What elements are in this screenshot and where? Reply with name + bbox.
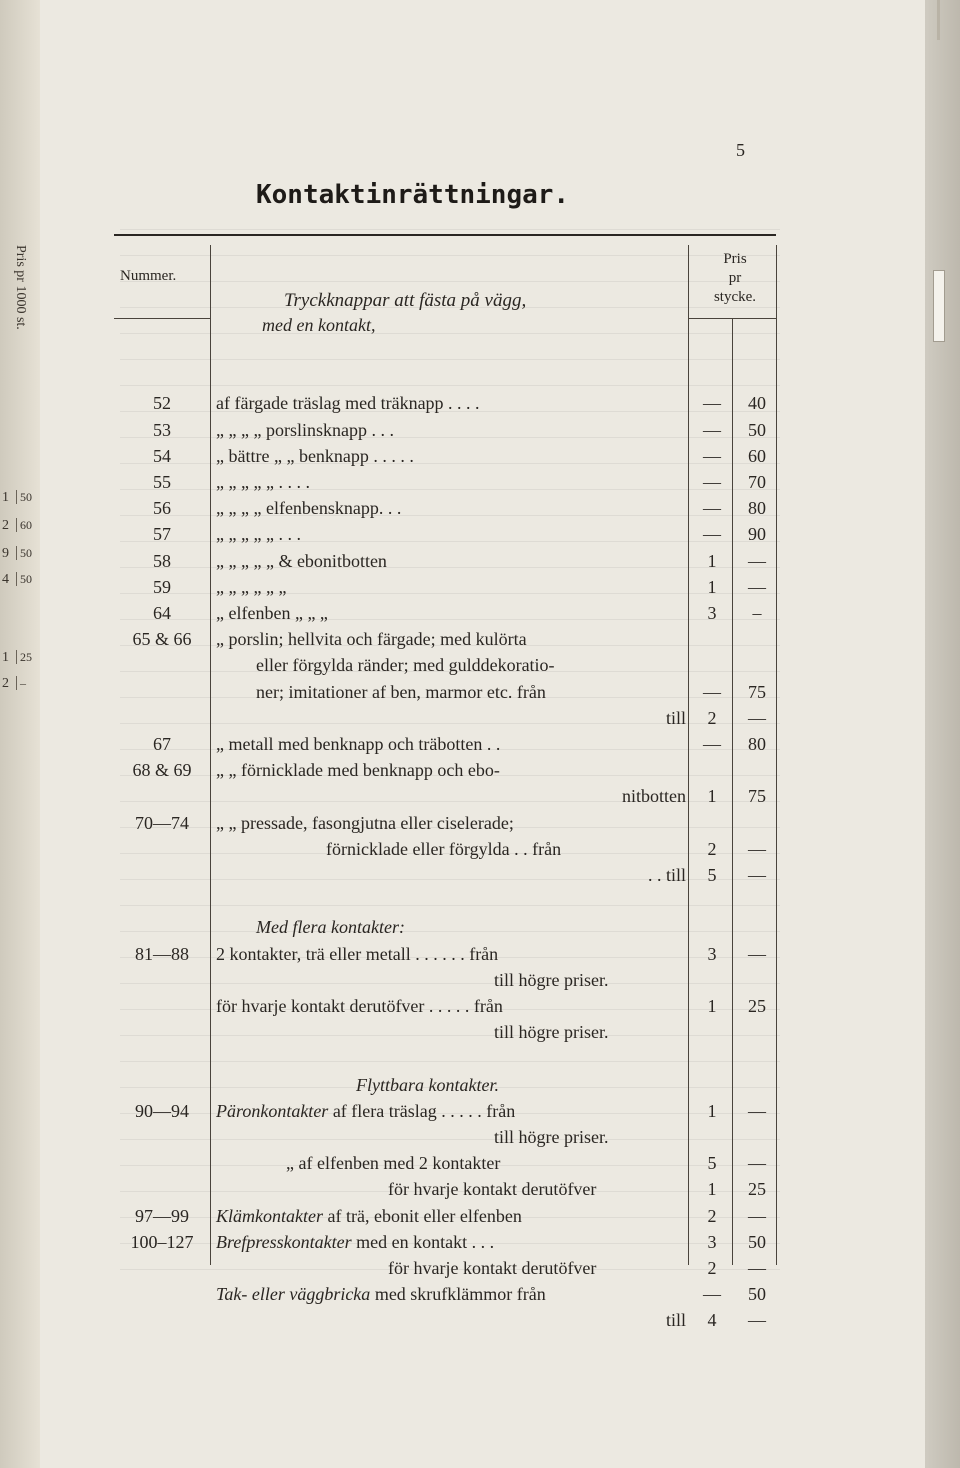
header-nummer: Nummer. bbox=[120, 268, 177, 284]
edge-cell-b: 50 bbox=[16, 572, 32, 586]
price-kronor: 2 bbox=[707, 838, 717, 859]
item-number bbox=[114, 993, 210, 1019]
item-description bbox=[216, 469, 686, 495]
edge-cell-a: 2 bbox=[2, 676, 9, 691]
col-divider-desc bbox=[688, 245, 689, 1265]
item-description bbox=[216, 1124, 960, 1150]
edge-price-cell bbox=[2, 650, 38, 666]
price-kronor bbox=[693, 626, 731, 652]
item-description bbox=[216, 757, 686, 783]
price-kronor: 5 bbox=[707, 1153, 717, 1174]
item-number bbox=[114, 1307, 210, 1333]
price-ore: — bbox=[748, 1205, 766, 1226]
price-ore: — bbox=[748, 1258, 766, 1278]
price-kronor: 1 bbox=[707, 996, 717, 1016]
item-number: 70—74 bbox=[135, 812, 189, 833]
price-ore: 75 bbox=[748, 786, 766, 807]
item-number: 57 bbox=[153, 524, 171, 545]
edge-cell-a: 4 bbox=[2, 572, 9, 587]
edge-price-cell bbox=[2, 518, 38, 534]
item-number: 53 bbox=[153, 419, 171, 440]
item-description bbox=[262, 312, 732, 338]
item-text: eller förgylda ränder; med gulddekoratio- bbox=[256, 655, 555, 676]
item-text: „ porslin; hellvita och färgade; med kulörta bbox=[216, 629, 527, 650]
title-rule bbox=[114, 234, 776, 236]
item-text: med en kontakt . . . bbox=[351, 1231, 495, 1252]
edge-cell-b: 25 bbox=[16, 650, 32, 664]
price-ore: 25 bbox=[748, 996, 766, 1016]
price-kronor: — bbox=[703, 445, 721, 466]
item-number: 68 & 69 bbox=[132, 760, 192, 781]
item-text: „ „ „ „ „ . . . . bbox=[216, 472, 310, 492]
price-ore bbox=[738, 967, 776, 993]
price-kronor bbox=[693, 967, 731, 993]
price-kronor: 2 bbox=[707, 1205, 717, 1226]
item-description bbox=[216, 1229, 686, 1255]
price-ore: 70 bbox=[748, 472, 766, 492]
price-kronor: — bbox=[703, 419, 721, 440]
price-ore bbox=[738, 626, 776, 652]
item-text: till bbox=[665, 707, 686, 728]
item-text: „ „ „ „ „ & ebonitbotten bbox=[216, 550, 387, 571]
price-kronor: — bbox=[703, 498, 721, 519]
item-text: „ „ „ „ „ „ bbox=[216, 576, 287, 597]
price-ore: 80 bbox=[748, 498, 766, 519]
price-ore bbox=[738, 810, 776, 836]
item-text: „ af elfenben med 2 kontakter bbox=[286, 1153, 501, 1174]
price-ore: – bbox=[752, 603, 762, 623]
price-kronor bbox=[693, 810, 731, 836]
item-text: till högre priser. bbox=[494, 1127, 609, 1147]
item-number: 55 bbox=[153, 472, 171, 492]
item-number bbox=[114, 1072, 210, 1098]
item-number bbox=[114, 679, 210, 705]
page-number: 5 bbox=[736, 140, 745, 160]
price-ore: — bbox=[748, 1100, 766, 1121]
item-description bbox=[216, 810, 686, 836]
price-kronor bbox=[693, 914, 731, 940]
edge-cell-b: 50 bbox=[16, 490, 32, 504]
item-number: 100–127 bbox=[130, 1231, 194, 1252]
item-description bbox=[216, 731, 686, 757]
item-number bbox=[114, 1176, 210, 1202]
item-text: Flyttbara kontakter. bbox=[356, 1074, 499, 1095]
price-ore: — bbox=[748, 707, 766, 728]
right-page-edge bbox=[925, 0, 960, 1468]
item-text: till bbox=[665, 1310, 686, 1331]
item-title: Brefpresskontakter bbox=[216, 1231, 352, 1252]
price-kronor: 3 bbox=[707, 943, 717, 964]
item-number: 59 bbox=[153, 576, 171, 597]
item-number bbox=[114, 1255, 210, 1281]
price-ore: 50 bbox=[748, 419, 766, 440]
price-kronor: — bbox=[703, 1284, 721, 1305]
price-ore: — bbox=[748, 1153, 766, 1174]
item-text: ner; imitationer af ben, marmor etc. från bbox=[256, 681, 546, 702]
price-kronor: 1 bbox=[707, 786, 717, 807]
price-ore bbox=[738, 652, 776, 678]
item-title: Klämkontakter bbox=[216, 1205, 323, 1226]
price-ore bbox=[738, 312, 776, 338]
edge-cell-b: – bbox=[16, 676, 26, 690]
item-text: „ „ pressade, fasongjutna eller ciselerade; bbox=[216, 812, 514, 833]
item-description bbox=[216, 1098, 686, 1124]
item-text: till högre priser. bbox=[494, 969, 609, 990]
price-ore: — bbox=[748, 838, 766, 859]
price-ore: 50 bbox=[748, 1231, 766, 1252]
price-kronor bbox=[693, 1045, 731, 1071]
header-pris-line: pr bbox=[728, 270, 742, 286]
item-text: med en kontakt, bbox=[262, 315, 376, 336]
item-number: 65 & 66 bbox=[132, 629, 192, 650]
item-description bbox=[216, 705, 686, 731]
price-kronor: 1 bbox=[707, 1100, 717, 1121]
edge-vertical-label: Pris pr 1000 st. bbox=[13, 245, 28, 330]
price-kronor bbox=[693, 1124, 731, 1150]
price-ore bbox=[738, 888, 776, 914]
price-kronor bbox=[693, 312, 731, 338]
price-kronor bbox=[693, 1019, 731, 1045]
item-description bbox=[216, 443, 686, 469]
item-text: af trä, ebonit eller elfenben bbox=[322, 1205, 522, 1226]
price-ore bbox=[738, 1072, 776, 1098]
item-number: 64 bbox=[153, 603, 171, 623]
item-text: af färgade träslag med träknapp . . . . bbox=[216, 393, 480, 414]
price-ore: 50 bbox=[748, 1284, 766, 1305]
price-ore: 80 bbox=[748, 734, 766, 754]
item-number bbox=[114, 836, 210, 862]
item-description bbox=[216, 626, 686, 652]
item-description bbox=[216, 574, 686, 600]
price-ore: 60 bbox=[748, 445, 766, 466]
price-ore bbox=[738, 1045, 776, 1071]
item-text: „ „ „ „ „ . . . bbox=[216, 524, 301, 545]
item-number bbox=[114, 312, 210, 338]
item-number: 54 bbox=[153, 445, 171, 466]
price-kronor bbox=[693, 288, 731, 314]
edge-price-cell bbox=[2, 546, 38, 562]
price-kronor: — bbox=[703, 472, 721, 492]
edge-cell-b: 60 bbox=[16, 518, 32, 532]
item-text: . . till bbox=[647, 865, 686, 885]
price-kronor: 2 bbox=[707, 1258, 717, 1278]
pin-mark bbox=[937, 0, 940, 40]
price-ore: 25 bbox=[748, 1179, 766, 1200]
price-kronor: 4 bbox=[707, 1310, 717, 1331]
price-ore bbox=[738, 288, 776, 314]
item-description bbox=[216, 417, 686, 443]
item-number bbox=[114, 1019, 210, 1045]
price-kronor: — bbox=[703, 524, 721, 545]
item-number: 81—88 bbox=[135, 943, 189, 964]
price-kronor: — bbox=[703, 734, 721, 754]
price-kronor bbox=[693, 652, 731, 678]
price-ore bbox=[738, 1124, 776, 1150]
edge-cell-a: 9 bbox=[2, 546, 9, 561]
price-ore: 90 bbox=[748, 524, 766, 545]
item-text: „ bättre „ „ benknapp . . . . . bbox=[216, 445, 414, 466]
price-kronor bbox=[693, 888, 731, 914]
price-ore: — bbox=[748, 943, 766, 964]
item-text: „ metall med benknapp och träbotten . . bbox=[216, 734, 501, 754]
item-number bbox=[114, 783, 210, 809]
price-ore: — bbox=[748, 1310, 766, 1331]
price-kronor bbox=[693, 757, 731, 783]
col-divider-kr bbox=[732, 318, 733, 1265]
price-ore bbox=[738, 757, 776, 783]
edge-price-cell bbox=[2, 676, 38, 692]
price-kronor: 1 bbox=[707, 576, 717, 597]
item-description bbox=[216, 1150, 756, 1176]
item-text: „ „ „ „ porslinsknapp . . . bbox=[216, 419, 394, 440]
edge-cell-a: 2 bbox=[2, 518, 9, 533]
item-description bbox=[216, 1045, 686, 1071]
item-number bbox=[114, 967, 210, 993]
price-kronor: 1 bbox=[707, 550, 717, 571]
item-text: till högre priser. bbox=[494, 1022, 609, 1043]
item-number: 52 bbox=[153, 393, 171, 414]
item-number bbox=[114, 888, 210, 914]
item-number: 58 bbox=[153, 550, 171, 571]
price-kronor: — bbox=[703, 393, 721, 414]
item-description bbox=[284, 288, 754, 314]
price-ore: 40 bbox=[748, 393, 766, 414]
item-description bbox=[216, 600, 686, 626]
item-description bbox=[216, 1307, 686, 1333]
price-ore: — bbox=[748, 550, 766, 571]
item-number bbox=[114, 288, 210, 314]
item-description bbox=[216, 679, 726, 705]
item-description bbox=[216, 390, 686, 416]
item-number: 67 bbox=[153, 734, 171, 754]
price-kronor: 3 bbox=[707, 603, 717, 623]
item-text: för hvarje kontakt derutöfver bbox=[388, 1179, 597, 1200]
edge-cell-a: 1 bbox=[2, 490, 9, 505]
price-kronor: 2 bbox=[707, 707, 717, 728]
price-ore bbox=[738, 1019, 776, 1045]
price-kronor: — bbox=[703, 681, 721, 702]
item-number: 56 bbox=[153, 498, 171, 519]
item-text: nitbotten bbox=[622, 786, 686, 807]
header-pris-line: stycke. bbox=[713, 289, 757, 305]
item-description bbox=[216, 783, 686, 809]
col-divider-right bbox=[776, 245, 777, 1265]
item-number bbox=[114, 1045, 210, 1071]
price-kronor bbox=[693, 1072, 731, 1098]
item-number bbox=[114, 1281, 210, 1307]
item-number bbox=[114, 1124, 210, 1150]
edge-cell-a: 1 bbox=[2, 650, 9, 665]
item-text: 2 kontakter, trä eller metall . . . . . . från bbox=[216, 943, 499, 964]
item-description bbox=[216, 993, 686, 1019]
price-ore bbox=[738, 914, 776, 940]
edge-price-cell bbox=[2, 490, 38, 506]
item-description bbox=[216, 1281, 686, 1307]
item-number bbox=[114, 862, 210, 888]
item-text: förnicklade eller förgylda . . från bbox=[326, 838, 562, 859]
col-divider-num bbox=[210, 245, 211, 1265]
edge-price-cell bbox=[2, 572, 38, 588]
price-ore: 75 bbox=[748, 681, 766, 702]
left-page-edge bbox=[0, 0, 41, 1468]
item-description bbox=[216, 1203, 686, 1229]
price-ore: — bbox=[748, 865, 766, 885]
item-description bbox=[216, 548, 686, 574]
item-text: för hvarje kontakt derutöfver bbox=[388, 1258, 597, 1278]
item-number bbox=[114, 914, 210, 940]
item-description bbox=[216, 862, 686, 888]
price-kronor: 1 bbox=[707, 1179, 717, 1200]
item-number bbox=[114, 652, 210, 678]
item-title: Tak- eller väggbricka bbox=[216, 1284, 371, 1305]
item-number: 97—99 bbox=[135, 1205, 189, 1226]
paper-clip-icon bbox=[933, 270, 945, 342]
price-ore: — bbox=[748, 576, 766, 597]
edge-cell-b: 50 bbox=[16, 546, 32, 560]
item-text: „ „ „ „ elfenbensknapp. . . bbox=[216, 498, 402, 519]
price-kronor: 3 bbox=[707, 1231, 717, 1252]
item-description bbox=[256, 914, 726, 940]
item-description bbox=[216, 1019, 960, 1045]
item-title: Päronkontakter bbox=[216, 1100, 329, 1121]
item-text: „ elfenben „ „ „ bbox=[216, 603, 328, 623]
page-title: Kontaktinrättningar. bbox=[256, 180, 570, 210]
item-number bbox=[114, 1150, 210, 1176]
item-text: Tryckknappar att fästa på vägg, bbox=[284, 290, 527, 311]
item-text: för hvarje kontakt derutöfver . . . . . från bbox=[216, 996, 503, 1016]
item-description bbox=[216, 521, 686, 547]
header-pris-line: Pris bbox=[723, 251, 747, 267]
item-description bbox=[216, 967, 960, 993]
item-text: af flera träslag . . . . . från bbox=[328, 1100, 516, 1121]
item-description bbox=[216, 941, 686, 967]
item-description bbox=[216, 652, 726, 678]
item-description bbox=[216, 888, 686, 914]
item-number: 90—94 bbox=[135, 1100, 189, 1121]
item-number bbox=[114, 705, 210, 731]
item-text: „ „ förnicklade med benknapp och ebo- bbox=[216, 760, 500, 781]
price-kronor: 5 bbox=[707, 865, 717, 885]
item-description bbox=[216, 495, 686, 521]
item-text: med skrufklämmor från bbox=[370, 1284, 546, 1305]
item-text: Med flera kontakter: bbox=[256, 917, 405, 938]
